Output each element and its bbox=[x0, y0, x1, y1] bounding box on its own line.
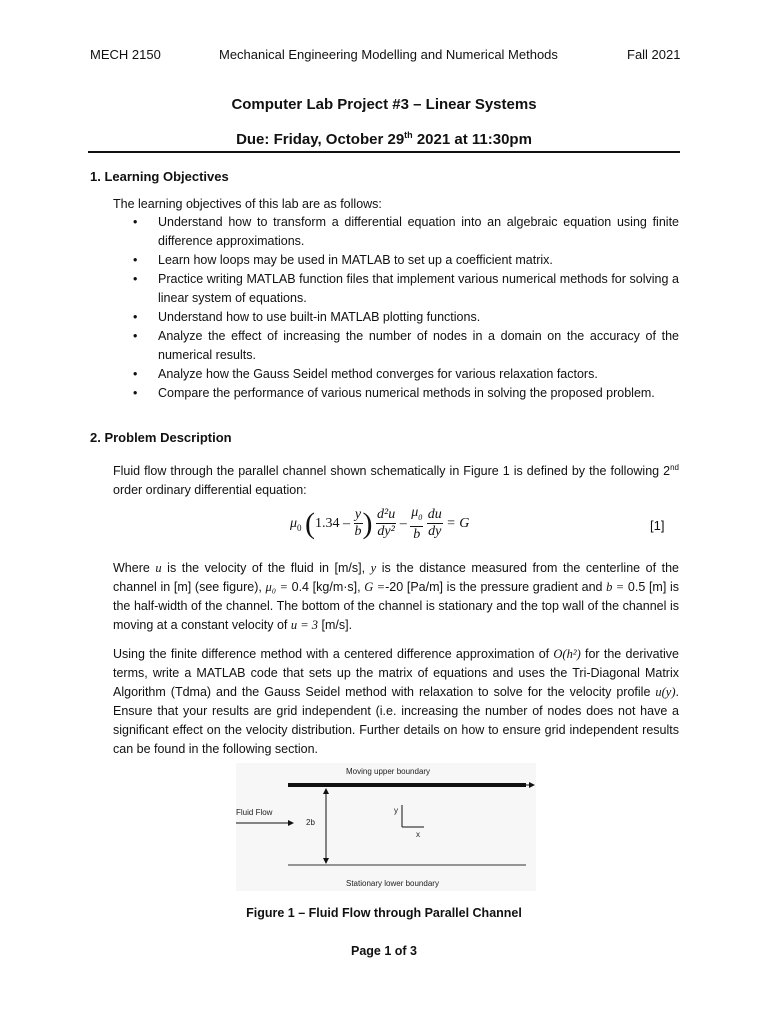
equation-number: [1] bbox=[650, 518, 665, 533]
list-item: • Understand how to transform a differential equation into an algebraic equation using finite difference approximations. bbox=[133, 215, 679, 248]
section-2-para-2: Where u is the velocity of the fluid in [m/s], y is the distance measured from the centerline of the channel in [m] (see figure), μ₀ = 0.4 [kg/m·s], G =-20 [Pa/m] is the pressure gradient and b = 0.5 [m] is the half-width of the channel. The bottom of the channel is stationary and the top wall of the channel is moving at a constant velocity of u = 3 [m/s]. bbox=[113, 561, 680, 632]
course-title: Mechanical Engineering Modelling and Numerical Methods bbox=[219, 47, 558, 62]
list-item: • Understand how to use built-in MATLAB plotting functions. bbox=[133, 310, 481, 324]
section-2-heading: 2. Problem Description bbox=[90, 430, 232, 445]
section-1-intro: The learning objectives of this lab are as follows: bbox=[113, 197, 382, 211]
y-axis-label: y bbox=[394, 806, 398, 815]
title-rule bbox=[88, 151, 680, 153]
upper-boundary-label: Moving upper boundary bbox=[346, 767, 431, 776]
list-item: • Compare the performance of various numerical methods in solving the proposed problem. bbox=[133, 386, 655, 400]
section-2-para-1: Fluid flow through the parallel channel shown schematically in Figure 1 is defined by the following 2nd order ordinary differential equation: bbox=[113, 463, 679, 498]
list-item: • Analyze the effect of increasing the number of nodes in a domain on the accuracy of the numerical results. bbox=[133, 329, 679, 362]
section-1-heading: 1. Learning Objectives bbox=[90, 169, 229, 184]
figure-caption: Figure 1 – Fluid Flow through Parallel Channel bbox=[246, 906, 522, 920]
x-axis-label: x bbox=[416, 830, 420, 839]
figure-background bbox=[236, 763, 536, 891]
governing-equation: $\mu_0$ (1.34 – $\frac{y}{b}$ ) $\frac{\text{d²u}}{\text{dy²}}$ – $\frac{\mu_0}{b}$ $\frac{du}{dy}$ = G bbox=[290, 505, 470, 542]
list-item: • Analyze how the Gauss Seidel method converges for various relaxation factors. bbox=[133, 367, 598, 381]
gap-label: 2b bbox=[306, 818, 315, 827]
section-2-para-3: Using the finite difference method with a centered difference approximation of O(h²) for the derivative terms, write a MATLAB code that sets up the matrix of equations and uses the Tri-Diagonal Matrix Algorithm (Tdma) and the Gauss Seidel method with relaxation to solve for the velocity profile u(y). Ensure that your results are grid independent (i.e. increasing the number of nodes does not have a significant effect on the velocity distribution. Further details on how to ensure grid independent results can be found in the following section. bbox=[113, 647, 679, 756]
term: Fall 2021 bbox=[627, 47, 681, 62]
page-title: Computer Lab Project #3 – Linear Systems bbox=[231, 96, 537, 113]
list-item: • Practice writing MATLAB function files that implement various numerical methods for solving a linear system of equations. bbox=[133, 272, 679, 305]
objectives-list bbox=[113, 213, 679, 403]
channel-figure bbox=[236, 763, 536, 891]
fluid-flow-label: Fluid Flow bbox=[236, 808, 273, 817]
course-code: MECH 2150 bbox=[90, 47, 161, 62]
due-date: Due: Friday, October 29th 2021 at 11:30pm bbox=[236, 130, 532, 148]
page-number: Page 1 of 3 bbox=[351, 944, 417, 958]
list-item: • Learn how loops may be used in MATLAB to set up a coefficient matrix. bbox=[133, 253, 553, 267]
lower-boundary-label: Stationary lower boundary bbox=[346, 879, 439, 888]
moving-upper-plate bbox=[288, 783, 526, 787]
